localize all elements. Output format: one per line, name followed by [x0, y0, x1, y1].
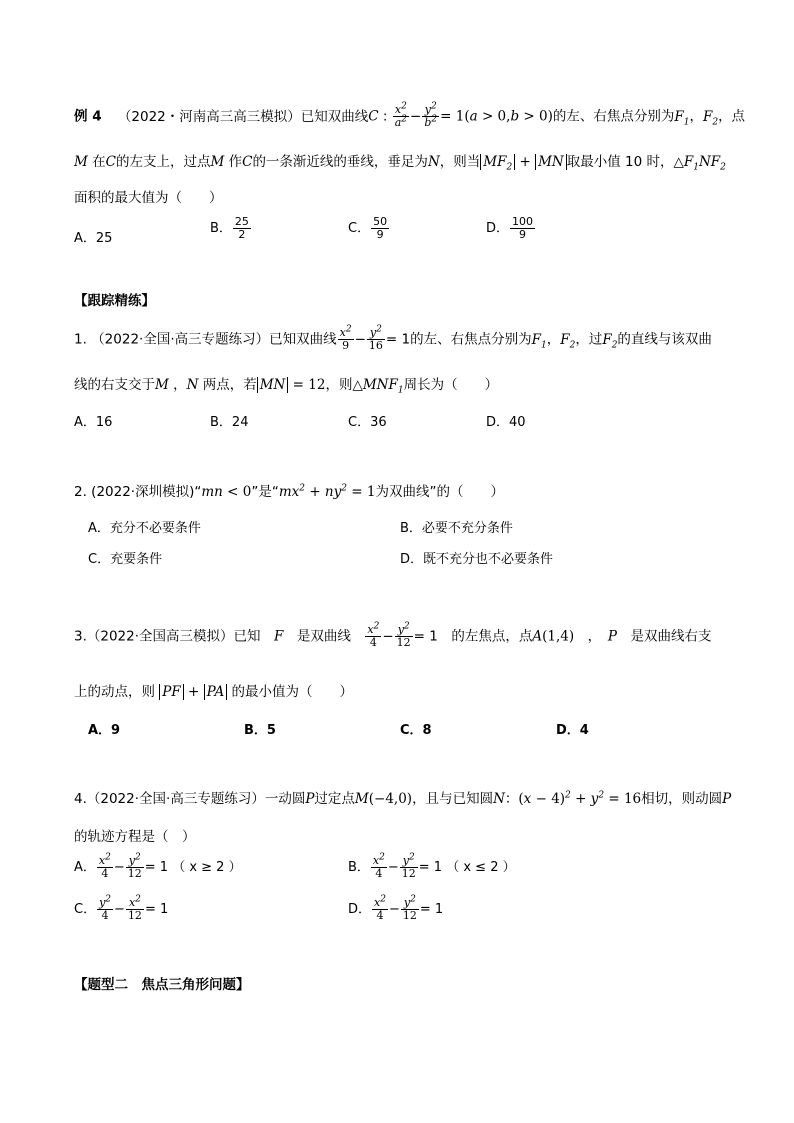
- q1-line-1: 1. （2022·全国·高三专题练习）已知双曲线 $\frac{x^2}{9}$ − $\frac{y^2}{16}$ = 1的左、右焦点分别为$F_1$，$F_2$，过$F_2$的直线与该双曲: [74, 324, 712, 352]
- q3-line-1: 3.（2022·全国高三模拟）已知 F 是双曲线 $\frac{x^2}{4}$ − $\frac{y^2}{12}$ = 1 的左焦点，点A(1,4) ， P 是双曲线右支: [74, 621, 712, 649]
- q1-line-2: 线的右支交于M ，N 两点，若 MN = 12，则$\triangle MNF_1$周长为（ ）: [74, 377, 499, 396]
- q1-option-d: D．40: [486, 415, 526, 430]
- q2-option-c: C．充要条件: [88, 552, 163, 567]
- q4-option-b: B． $\frac{x^2}{4}$ − $\frac{y^2}{12}$ = 1 （ x ≤ 2 ）: [348, 852, 516, 880]
- example-4-line-1: 例 4 （2022・河南高三高三模拟）已知双曲线C : $\frac{x^2}{a^2}$ − $\frac{y^2}{b^2}$ = 1(a > 0,b > 0)的左、右焦点分别为$F_1$，$F_2$，点: [74, 101, 746, 129]
- ex4-option-d: D． $\frac{100}{9}$: [486, 215, 534, 241]
- q4-line-1: 4.（2022·全国·高三专题练习）一动圆P过定点M(−4,0)，且与已知圆N：$(x - 4)^2 + y^2 = 16$相切，则动圆P: [74, 790, 732, 807]
- q3-option-c: C．8: [400, 723, 432, 738]
- example-eq-tail: 的左、右焦点分别为: [552, 108, 675, 125]
- section-heading-practice: 【跟踪精练】: [74, 293, 155, 309]
- hyperbola-fraction-y: $\frac{y^2}{b^2}$: [424, 101, 438, 129]
- q1-option-a: A．16: [74, 415, 113, 430]
- q2-option-d: D．既不充分也不必要条件: [400, 552, 554, 567]
- q2-stem: 2. (2022·深圳模拟)“mn < 0”是“$mx^2 + ny^2 = 1$为双曲线”的（ ）: [74, 483, 504, 500]
- q4-option-d: D． $\frac{x^2}{4}$ − $\frac{y^2}{12}$ = 1: [348, 894, 444, 922]
- q3-option-a: A．9: [88, 723, 121, 738]
- example-4-line-3: 面积的最大值为（ ）: [74, 190, 223, 206]
- q2-option-a: A．充分不必要条件: [88, 521, 201, 536]
- q1-option-c: C．36: [348, 415, 387, 430]
- q4-option-a: A． $\frac{x^2}{4}$ − $\frac{y^2}{12}$ = 1 （ x ≥ 2 ）: [74, 852, 242, 880]
- section-heading-type-2: 【题型二 焦点三角形问题】: [74, 977, 250, 993]
- q3-option-b: B．5: [244, 723, 276, 738]
- hyperbola-fraction-x: $\frac{x^2}{a^2}$: [394, 101, 408, 129]
- q1-option-b: B．24: [210, 415, 249, 430]
- q3-option-d: D．4: [556, 723, 589, 738]
- example-4-line-2: M 在C的左支上，过点M 作C的一条渐近线的垂线，垂足为N，则当 $MF_2$ + MN 取最小值 10 时，$\triangle F_1NF_2$: [74, 154, 726, 173]
- example-source: （2022・河南高三高三模拟）已知双曲线: [117, 108, 369, 125]
- ex4-option-b: B． $\frac{25}{2}$: [210, 215, 249, 241]
- q2-option-b: B．必要不充分条件: [400, 521, 513, 536]
- ex4-option-a: A．25: [74, 231, 113, 246]
- q4-option-c: C． $\frac{y^2}{4}$ − $\frac{x^2}{12}$ = 1: [74, 894, 169, 922]
- example-label: 例 4: [74, 108, 102, 125]
- q3-line-2: 上的动点，则 PF + PA 的最小值为（ ）: [74, 684, 354, 700]
- ex4-option-c: C． $\frac{50}{9}$: [348, 215, 388, 241]
- q4-line-2: 的轨迹方程是（ ）: [74, 829, 196, 845]
